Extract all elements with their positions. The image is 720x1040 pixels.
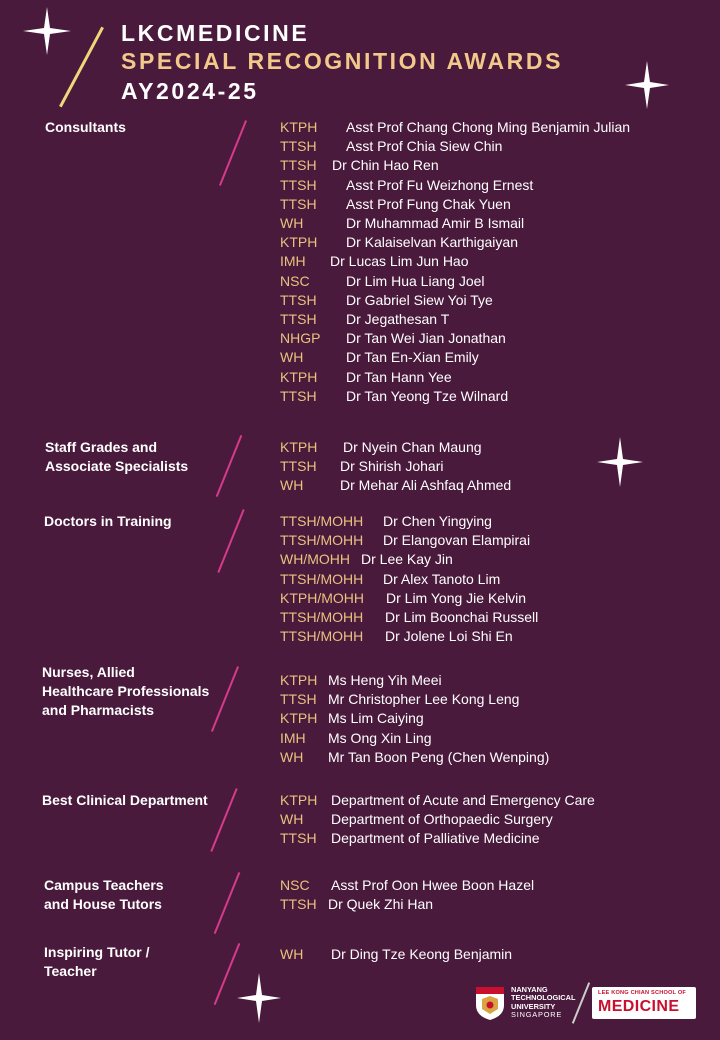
awardee-name: Asst Prof Fung Chak Yuen [346, 195, 511, 212]
footer-logo [474, 983, 696, 1023]
institution-code: KTPH [280, 710, 318, 727]
category-label-line: Staff Grades and [45, 439, 158, 455]
institution-code: WH/MOHH [280, 551, 350, 568]
institution-code: TTSH/MOHH [280, 570, 364, 587]
page-title-org: LKCMEDICINE [121, 20, 310, 46]
awardee-name: Dr Tan Wei Jian Jonathan [346, 330, 506, 347]
category-label-line: Campus Teachers [44, 877, 164, 893]
school-name-big: MEDICINE [598, 998, 680, 1015]
awardee-name: Dr Shirish Johari [340, 458, 444, 475]
awardee-name: Dr Mehar Ali Ashfaq Ahmed [340, 477, 512, 494]
category-label-line: Nurses, Allied [42, 664, 135, 680]
institution-code: TTSH/MOHH [280, 628, 364, 645]
institution-code: KTPH [280, 792, 318, 808]
institution-code: WH [280, 748, 304, 765]
page-title-year: AY2024-25 [121, 78, 259, 104]
category-divider-slash [211, 666, 239, 732]
awardee-name: Dr Chin Hao Ren [332, 157, 439, 174]
institution-code: TTSH [280, 291, 317, 308]
institution-code: TTSH/MOHH [280, 513, 364, 529]
category-label-line: Doctors in Training [44, 513, 172, 529]
category-label [45, 438, 188, 476]
awardee-name: Dr Elangovan Elampirai [383, 532, 531, 549]
sparkle-icon [22, 6, 72, 56]
awardee-name: Dr Tan Yeong Tze Wilnard [346, 387, 509, 404]
category-label-line: and House Tutors [44, 896, 162, 912]
awardee-name: Ms Ong Xin Ling [328, 729, 432, 746]
category-label-line: Teacher [44, 963, 97, 979]
ntu-line: UNIVERSITY [511, 1001, 556, 1011]
institution-code: IMH [280, 253, 306, 270]
category-label-line: Healthcare Professionals [42, 683, 210, 699]
awardee-name: Dr Gabriel Siew Yoi Tye [346, 291, 493, 308]
category-label [45, 118, 126, 137]
institution-code: KTPH [280, 119, 318, 135]
institution-code: TTSH [280, 311, 317, 327]
institution-code: WH [280, 811, 304, 828]
sparkle-icon [624, 60, 670, 110]
category-label [44, 512, 172, 531]
awardee-name: Dr Chen Yingying [383, 513, 492, 529]
institution-code: IMH [280, 729, 306, 746]
awardee-name: Ms Lim Caiying [328, 710, 424, 727]
category-divider-slash [219, 120, 247, 186]
category-label [42, 663, 209, 720]
sparkle-icon [236, 972, 282, 1024]
lkc-medicine-logo [592, 987, 696, 1019]
institution-code: KTPH/MOHH [280, 589, 364, 606]
category-label [44, 943, 150, 981]
institution-code: KTPH [280, 439, 318, 455]
ntu-line: SINGAPORE [511, 1010, 563, 1020]
category-label-line: Consultants [45, 119, 126, 135]
institution-code: TTSH [280, 830, 317, 847]
category-divider-slash [216, 435, 243, 497]
institution-code: KTPH [280, 234, 318, 251]
awardee-name: Ms Heng Yih Meei [328, 672, 442, 688]
category-label [42, 791, 208, 810]
category-label-line: and Pharmacists [42, 702, 155, 718]
awardee-name: Dr Tan Hann Yee [346, 368, 452, 385]
institution-code: TTSH [280, 195, 317, 212]
page-title-awards: SPECIAL RECOGNITION AWARDS [121, 48, 564, 74]
school-name-small: LEE KONG CHIAN SCHOOL OF [598, 990, 686, 996]
ntu-crest-icon [474, 985, 506, 1021]
awardee-name: Dr Lim Yong Jie Kelvin [386, 589, 527, 606]
institution-code: NSC [280, 877, 310, 893]
awardee-name: Dr Kalaiselvan Karthigaiyan [346, 234, 518, 251]
awardee-name: Mr Christopher Lee Kong Leng [328, 691, 520, 708]
institution-code: WH [280, 477, 304, 494]
awardee-name: Dr Tan En-Xian Emily [346, 349, 479, 366]
awardee-name: Dr Lim Hua Liang Joel [346, 272, 485, 289]
institution-code: WH [280, 349, 304, 366]
ntu-wordmark [511, 986, 575, 1020]
awardee-name: Dr Lee Kay Jin [361, 551, 453, 568]
category-divider-slash [214, 872, 241, 934]
awardee-name: Dr Ding Tze Keong Benjamin [331, 946, 513, 962]
institution-code: TTSH [280, 387, 317, 404]
awardee-name: Asst Prof Fu Weizhong Ernest [346, 176, 534, 193]
institution-code: WH [280, 215, 304, 231]
category-divider-slash [210, 788, 237, 852]
awardee-name: Asst Prof Chang Chong Ming Benjamin Julian [346, 119, 631, 135]
awardee-name: Dr Jegathesan T [346, 311, 450, 327]
awardee-name: Dr Nyein Chan Maung [343, 439, 482, 455]
institution-code: TTSH/MOHH [280, 532, 364, 549]
awardee-name: Department of Palliative Medicine [331, 830, 540, 847]
awardee-name: Dr Quek Zhi Han [328, 896, 434, 913]
category-label-line: Associate Specialists [45, 458, 189, 474]
awardee-name: Department of Orthopaedic Surgery [331, 811, 553, 828]
awardee-name: Asst Prof Oon Hwee Boon Hazel [331, 877, 535, 893]
institution-code: TTSH [280, 138, 317, 155]
institution-code: TTSH [280, 896, 317, 913]
ntu-line: TECHNOLOGICAL [511, 993, 576, 1003]
awardee-name: Mr Tan Boon Peng (Chen Wenping) [328, 748, 550, 765]
category-divider-slash [217, 509, 244, 573]
awardee-name: Asst Prof Chia Siew Chin [346, 138, 503, 155]
institution-code: TTSH [280, 176, 317, 193]
awardee-name: Dr Lucas Lim Jun Hao [330, 253, 469, 270]
awardee-name: Dr Muhammad Amir B Ismail [346, 215, 525, 231]
awardee-name: Dr Jolene Loi Shi En [385, 628, 513, 645]
institution-code: TTSH [280, 157, 317, 174]
institution-code: NHGP [280, 330, 321, 347]
awardee-name: Department of Acute and Emergency Care [331, 792, 595, 808]
institution-code: KTPH [280, 672, 318, 688]
ntu-line: NANYANG [511, 985, 548, 994]
sparkle-icon [596, 436, 644, 488]
institution-code: TTSH [280, 458, 317, 475]
awardee-name: Dr Alex Tanoto Lim [383, 570, 501, 587]
institution-code: NSC [280, 272, 310, 289]
institution-code: TTSH/MOHH [280, 609, 364, 625]
institution-code: KTPH [280, 368, 318, 385]
category-label-line: Best Clinical Department [42, 792, 208, 808]
institution-code: TTSH [280, 691, 317, 708]
category-label-line: Inspiring Tutor / [44, 944, 150, 960]
category-label [44, 876, 164, 914]
awardee-name: Dr Lim Boonchai Russell [385, 609, 539, 625]
institution-code: WH [280, 946, 304, 962]
